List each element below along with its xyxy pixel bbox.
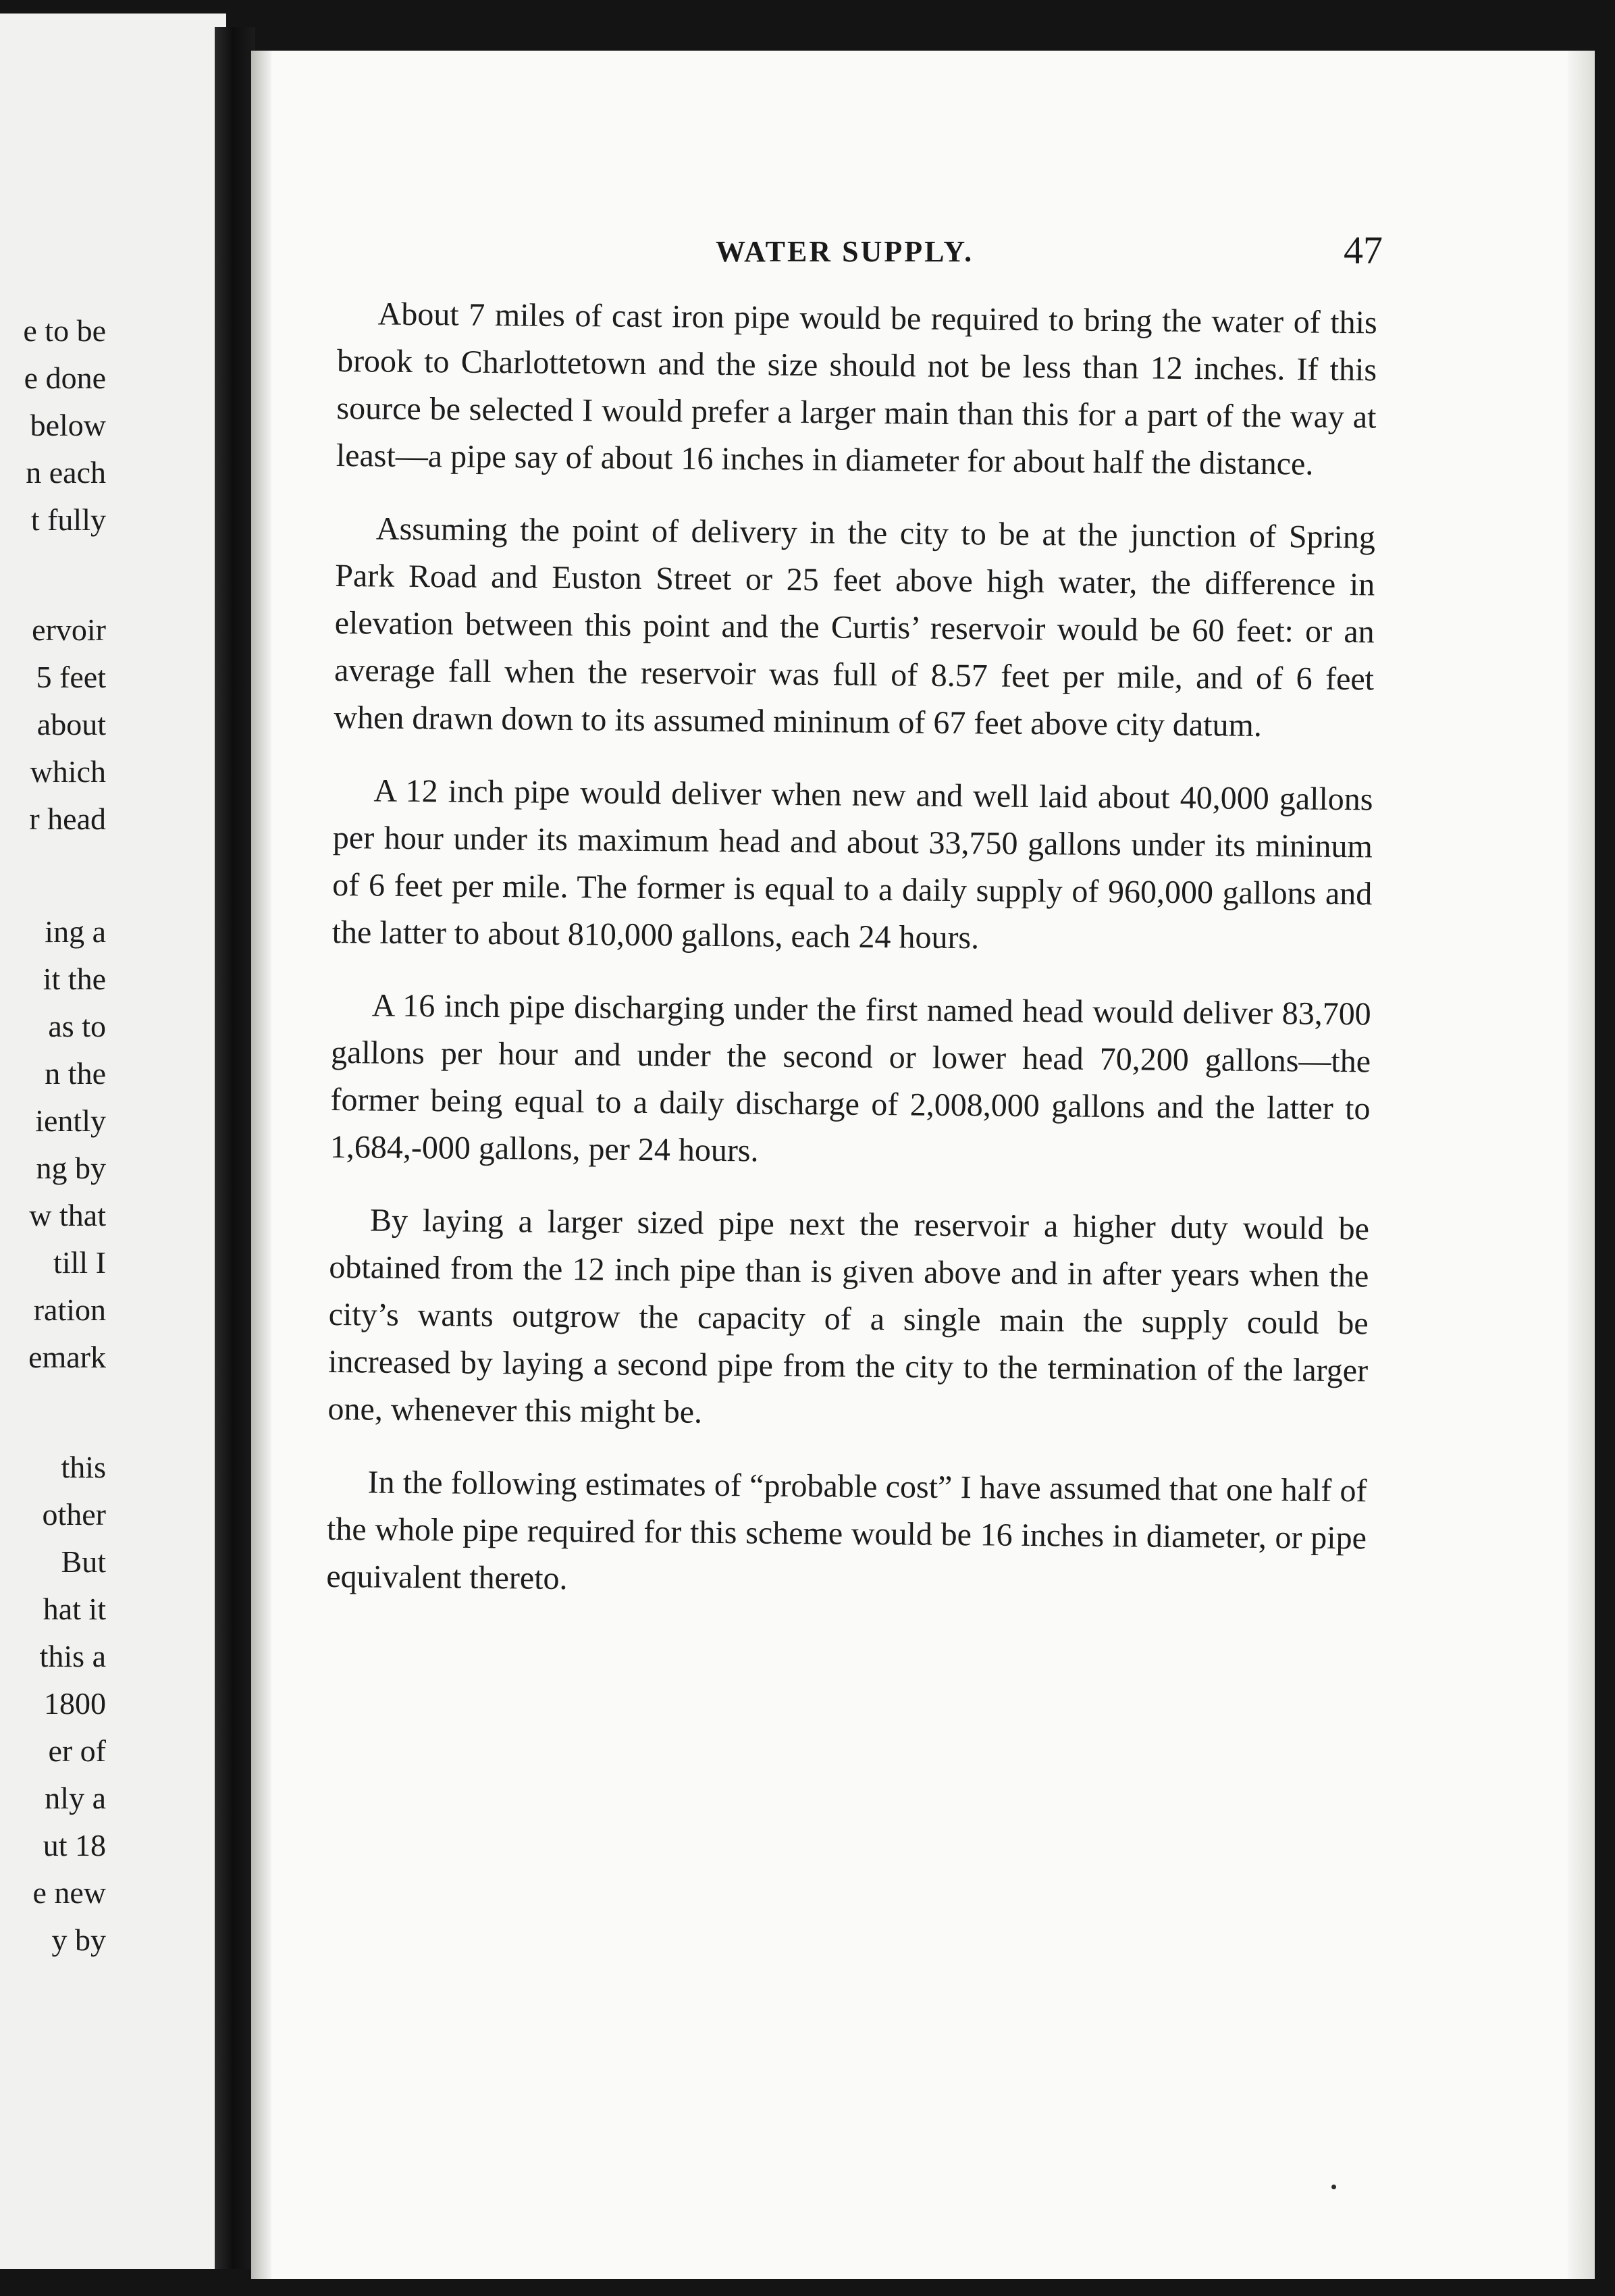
running-title: WATER SUPPLY. xyxy=(716,235,974,268)
book-gutter xyxy=(215,27,255,2269)
left-line: which xyxy=(30,754,106,789)
left-line: n the xyxy=(45,1056,106,1091)
paragraph: About 7 miles of cast iron pipe would be required to bring the water of this brook to Charlottetown and the size should not be less than 12 inches. If this source be selected I would prefer a larger main than this for a part of the way at least—a pipe say of about 16 inches in diameter for about half the distance. xyxy=(336,296,1377,482)
left-line: this a xyxy=(39,1639,106,1673)
left-line: ing a xyxy=(45,914,106,949)
left-line: about xyxy=(36,707,106,741)
scan-speck xyxy=(1331,2185,1336,2189)
left-line: e new xyxy=(32,1875,106,1910)
left-line: nly a xyxy=(45,1781,106,1815)
paragraph: By laying a larger sized pipe next the reservoir a higher duty would be obtained from the 12 inch pipe than is given above and in after years when the city’s wants outgrow the capacity of a single main the supply could be increased by laying a second pipe from the city to the termination of the larger one, whenever this might be. xyxy=(327,1202,1370,1430)
left-line: hat it xyxy=(43,1592,106,1626)
left-line: But xyxy=(61,1544,106,1579)
left-line: 5 feet xyxy=(36,660,106,694)
paragraph: Assuming the point of delivery in the city to be at the junction of Spring Park Road and Euston Street or 25 feet above high water, the difference in elevation between this point and the Curtis’ reservoir would be 60 feet: or an average fall when the reservoir was full of 8.57 feet per mile, and of 6 feet when drawn down to its assumed mininum of 67 feet above city datum. xyxy=(334,511,1376,743)
left-line: w that xyxy=(29,1198,106,1232)
left-line: t fully xyxy=(30,502,106,537)
left-line: ervoir xyxy=(32,612,106,647)
left-line: ration xyxy=(33,1293,106,1327)
page-body xyxy=(326,290,1377,1609)
left-line: e done xyxy=(24,361,106,395)
left-line: it the xyxy=(43,962,106,996)
left-line: r head xyxy=(29,802,106,836)
page-edge-shadow xyxy=(251,51,271,2279)
left-line: e to be xyxy=(23,313,106,348)
left-line: below xyxy=(30,408,106,442)
left-line: iently xyxy=(35,1103,106,1138)
left-line: er of xyxy=(48,1733,106,1768)
left-line: n each xyxy=(26,455,106,490)
previous-page-fragment xyxy=(0,14,226,2269)
left-line: this xyxy=(61,1450,106,1484)
left-line: till I xyxy=(53,1245,106,1280)
paragraph: In the following estimates of “probable cost” I have assumed that one half of the whole pipe required for this scheme would be 16 inches in diameter, or pipe equivalent thereto. xyxy=(326,1464,1367,1597)
left-line: emark xyxy=(28,1340,106,1374)
page-right-edge xyxy=(1568,51,1595,2279)
left-line: other xyxy=(42,1497,106,1532)
left-line: ut 18 xyxy=(43,1828,106,1862)
page-number: 47 xyxy=(1344,228,1383,272)
left-line: 1800 xyxy=(44,1686,106,1721)
book-page xyxy=(251,51,1595,2279)
paragraph: A 12 inch pipe would deliver when new and well laid about 40,000 gallons per hour under its maximum head and about 33,750 gallons under its mininum of 6 feet per mile. The former is equal to a daily supply of 960,000 gallons and the latter to about 810,000 gallons, each 24 hours. xyxy=(332,773,1373,956)
left-line: ng by xyxy=(36,1151,106,1185)
left-line: y by xyxy=(51,1923,106,1957)
left-line: as to xyxy=(48,1009,106,1043)
paragraph: A 16 inch pipe discharging under the first named head would deliver 83,700 gallons per hour and under the second or lower head 70,200 gallons—the former being equal to a daily discharge of 2,008,000 gallons and the latter to 1,684,-000 gallons, per 24 hours. xyxy=(329,987,1371,1169)
